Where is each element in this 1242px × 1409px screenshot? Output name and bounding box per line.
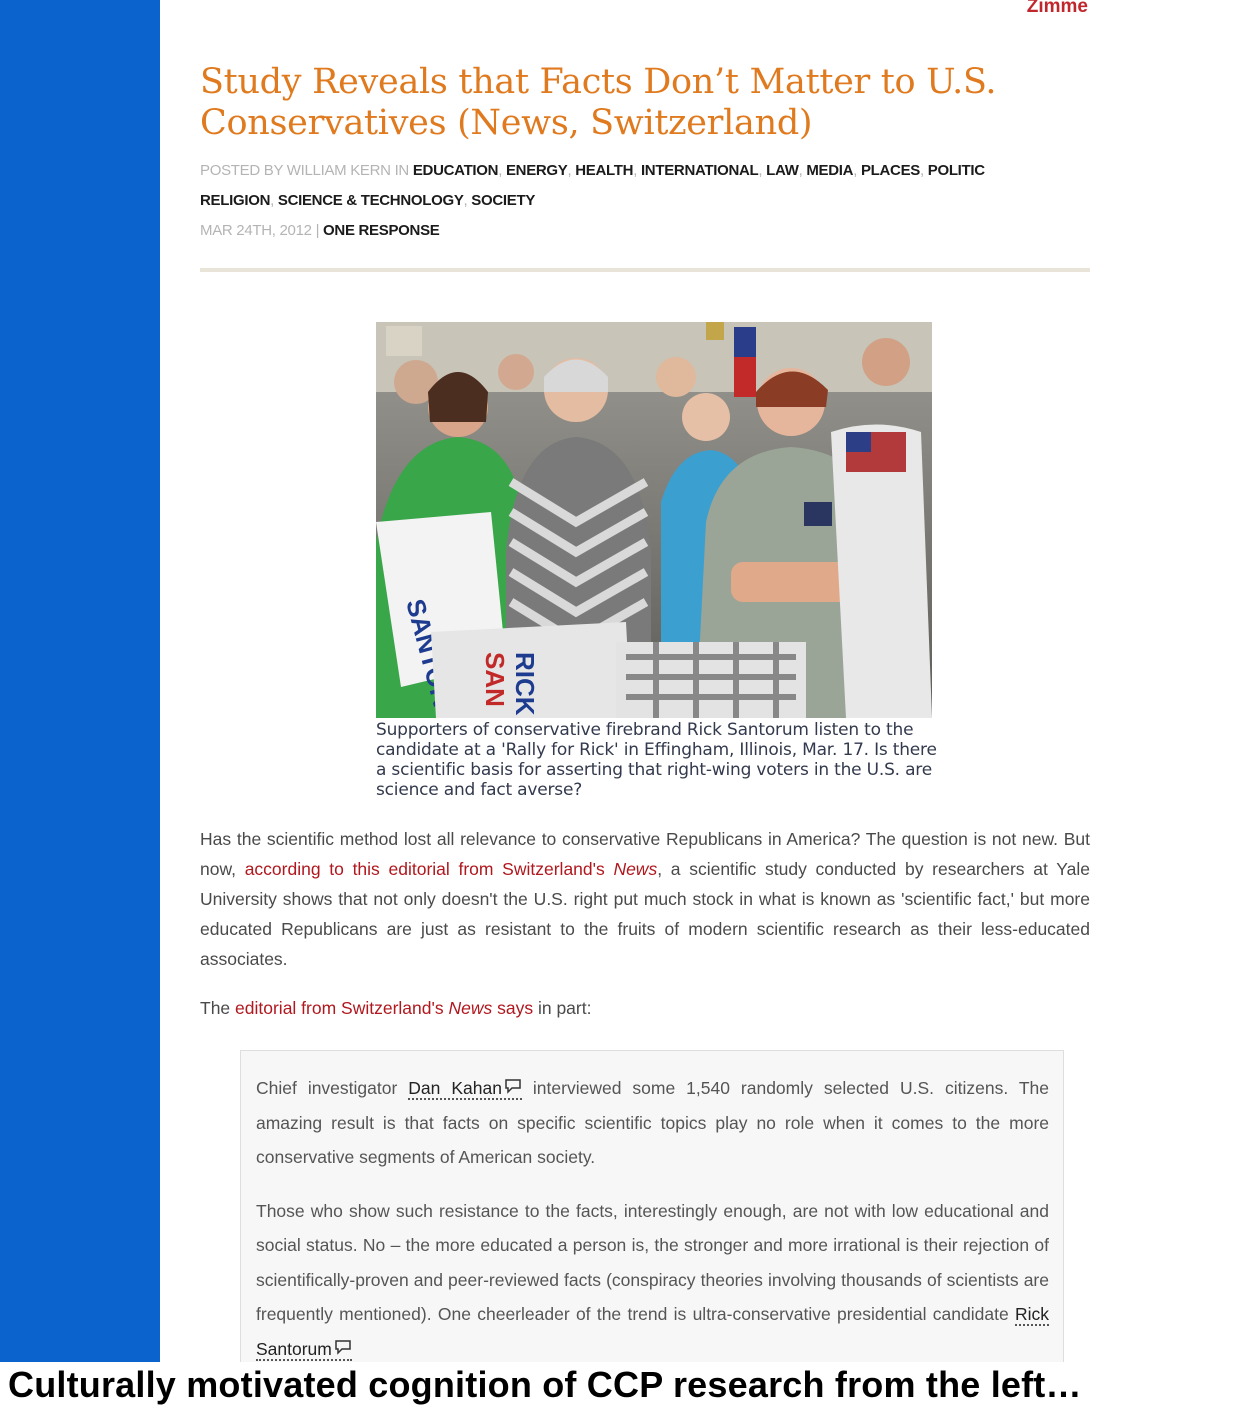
category-list-1: EDUCATION, ENERGY, HEALTH, INTERNATIONAL, LAW, MEDIA, PLACES, POLITIC [412, 162, 985, 179]
post-date: MAR 24TH, 2012 [200, 222, 312, 239]
dan-kahan-link-text: Dan Kahan [408, 1078, 502, 1098]
body-paragraph-1 [200, 824, 1090, 974]
left-blue-bar [0, 0, 160, 1362]
category-link[interactable]: RELIGION [200, 192, 271, 209]
article-page [160, 0, 1090, 1362]
slide-caption: Culturally motivated cognition of CCP research from the left… [8, 1364, 1082, 1405]
title-divider [200, 268, 1090, 272]
editorial-link-1-italic: News [613, 859, 658, 879]
p1-text-a: Has the scientific method lost all relevance to conservative Republicans in America? The question is not new. But now, [200, 829, 1090, 879]
editorial-link-2-text: editorial from Switzerland's [235, 998, 444, 1018]
quote-paragraph-2 [256, 1194, 1049, 1363]
category-link[interactable]: ENERGY [505, 162, 568, 179]
dan-kahan-link[interactable] [408, 1078, 522, 1100]
q1-text-a: Chief investigator [256, 1078, 409, 1098]
quote-paragraph-1 [256, 1071, 1049, 1175]
speech-bubble-icon [504, 1071, 522, 1106]
editorial-link-2[interactable] [235, 998, 533, 1018]
category-link[interactable]: LAW [766, 162, 799, 179]
post-meta-line3 [200, 222, 1090, 239]
editorial-link-1-text: according to this editorial from Switzerland's [244, 859, 605, 879]
category-link[interactable]: INTERNATIONAL [640, 162, 759, 179]
category-link[interactable]: HEALTH [575, 162, 634, 179]
category-link[interactable]: EDUCATION [412, 162, 499, 179]
q1-text-b: interviewed some 1,540 randomly selected U.S. citizens. The amazing result is that facts on specific scientific topics play no role when it comes to the more conservative segments of American society. [256, 1078, 1049, 1167]
category-link[interactable]: PLACES [860, 162, 920, 179]
article-title[interactable]: Study Reveals that Facts Don’t Matter to U.S. Conservatives (News, Switzerland) [200, 62, 997, 143]
in-label: IN [394, 162, 409, 179]
category-list-2: RELIGION, SCIENCE & TECHNOLOGY, SOCIETY [200, 192, 536, 209]
post-meta-line1 [200, 162, 1090, 179]
author-name[interactable]: WILLIAM KERN [286, 162, 391, 179]
posted-by-label: POSTED BY [200, 162, 283, 179]
category-link[interactable]: SCIENCE & TECHNOLOGY [277, 192, 464, 209]
p2-text-b: in part: [533, 998, 592, 1018]
body-paragraph-2 [200, 993, 1090, 1023]
editorial-link-2-italic: News [448, 998, 493, 1018]
editorial-link-2-says: says [497, 998, 534, 1018]
slide-caption-bar [0, 1362, 1242, 1409]
responses-link[interactable]: ONE RESPONSE [323, 222, 440, 239]
editorial-link-1[interactable] [245, 859, 658, 879]
meta-separator: | [315, 222, 320, 239]
category-link[interactable]: SOCIETY [471, 192, 536, 209]
blockquote [240, 1050, 1064, 1362]
rally-photo [376, 322, 932, 718]
q2-text-a: Those who show such resistance to the facts, interestingly enough, are not with low educational and social status. No – the more educated a person is, the stronger and more irrational is their rejection of scientifically-proven and peer-reviewed facts (conspiracy theories involving thousands of scientists are frequently mentioned). One cheerleader of the trend is ultra-conservative presidential candidate [256, 1200, 1049, 1324]
p2-text-a: The [200, 998, 236, 1018]
photo-caption: Supporters of conservative firebrand Rick Santorum listen to the candidate at a 'Rally for Rick' in Effingham, Illinois, Mar. 17. Is there a scientific basis for asserting that right-wing voters in the U.S. are science and fact averse? [376, 720, 937, 800]
svg-text:RICK: RICK [510, 652, 540, 716]
category-link[interactable]: POLITIC [927, 162, 985, 179]
header-author-link[interactable]: Zimme [1026, 0, 1088, 17]
post-meta-line2 [200, 192, 1090, 209]
speech-bubble-icon [334, 1332, 352, 1363]
p1-text-b: , a scientific study conducted by researchers at Yale University shows that not only doesn't the U.S. right put much stock in what is known as 'scientific fact,' but more educated Republicans are just as resistant to the fruits of modern scientific research as their less-educated associates. [200, 859, 1090, 969]
svg-text:SAN: SAN [480, 652, 510, 707]
rick-santorum-link-text: Rick Santorum [256, 1304, 1049, 1359]
category-link[interactable]: MEDIA [806, 162, 854, 179]
